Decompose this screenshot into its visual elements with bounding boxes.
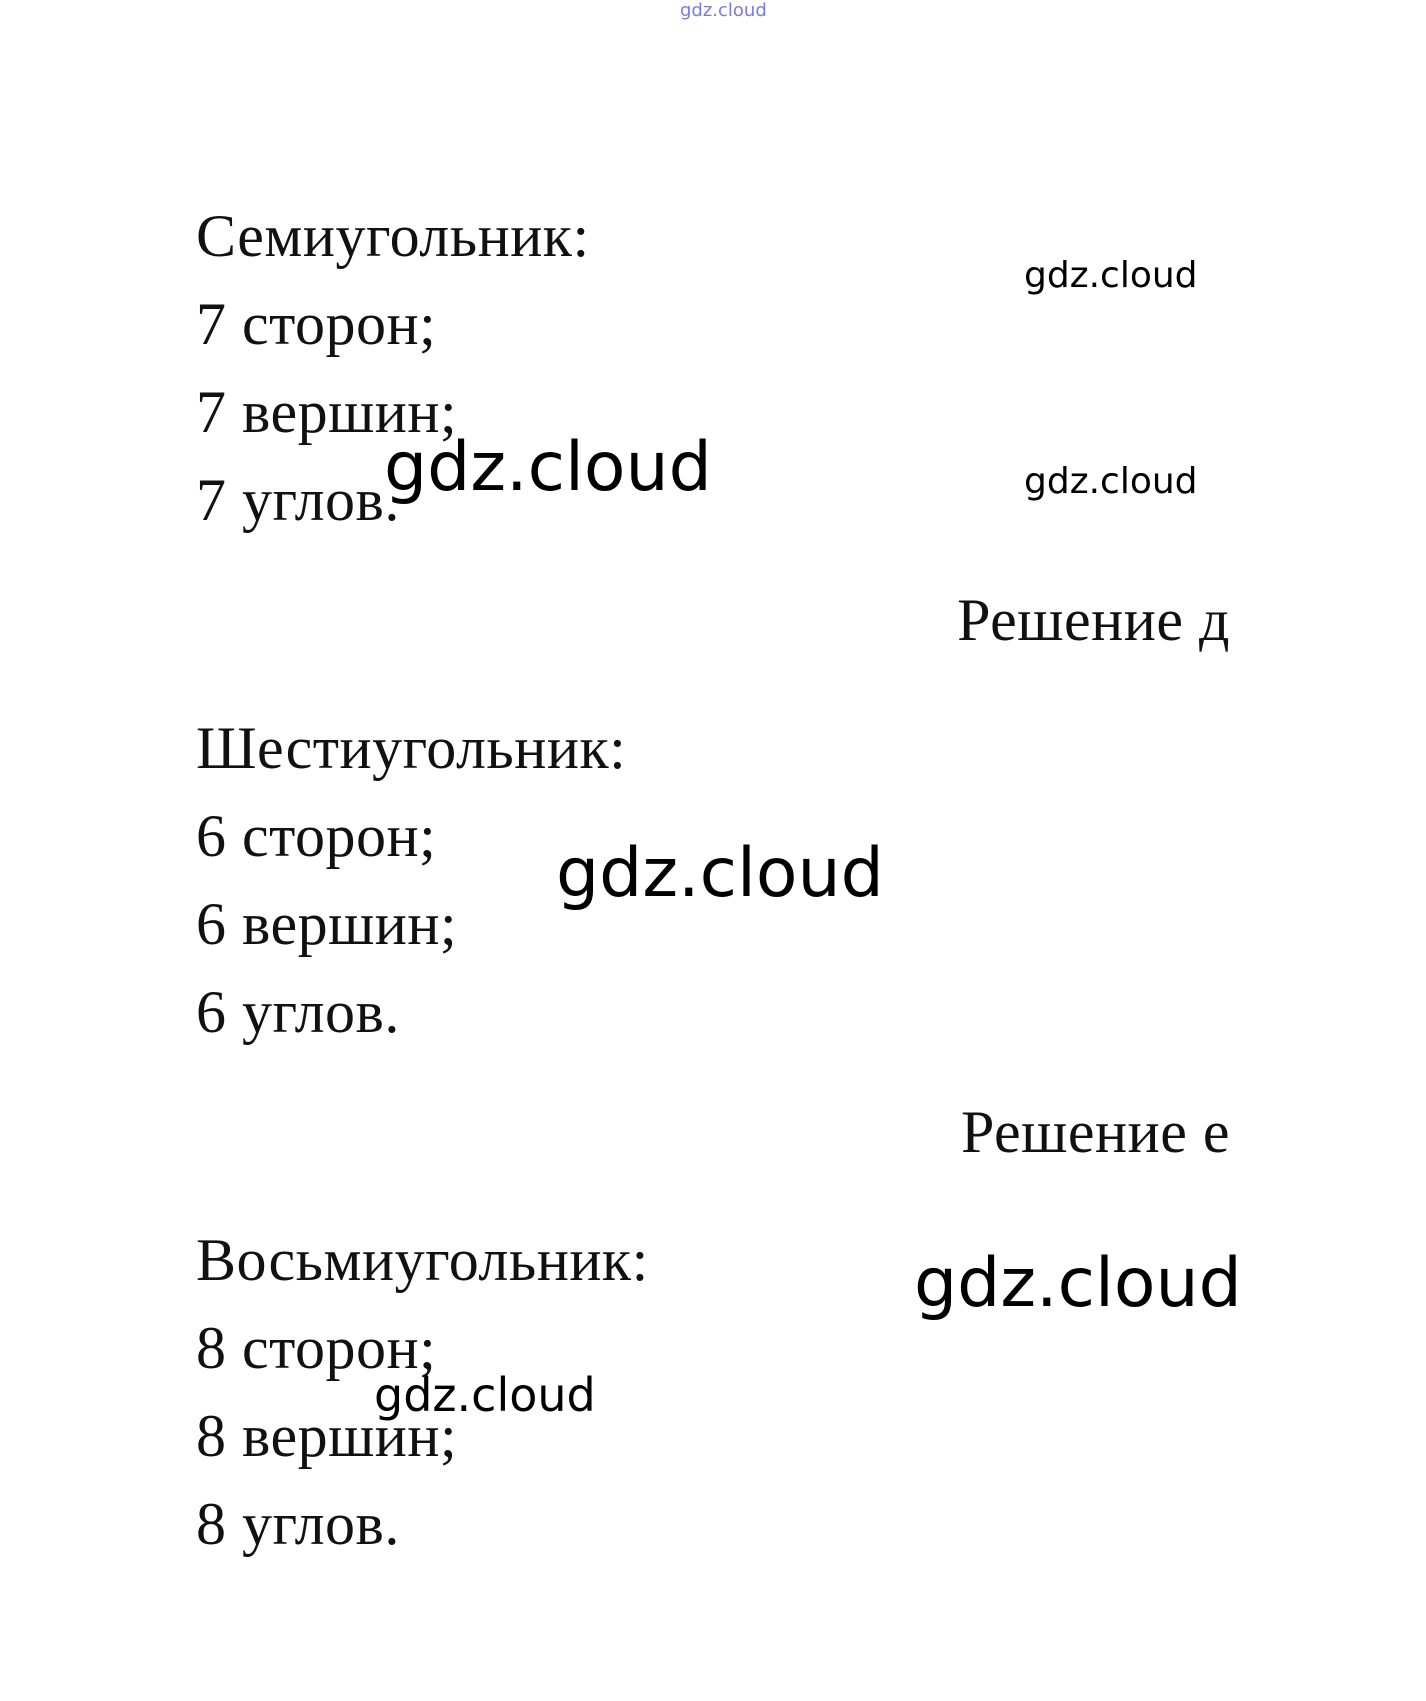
solution-heading-e: Решение е bbox=[960, 1099, 1230, 1165]
watermark-1: gdz.cloud bbox=[1024, 255, 1198, 296]
octagon-vertices: 8 вершин; bbox=[196, 1403, 458, 1469]
hexagon-sides: 6 сторон; bbox=[196, 803, 437, 869]
octagon-sides: 8 сторон; bbox=[196, 1315, 437, 1381]
watermark-4: gdz.cloud bbox=[556, 834, 884, 913]
heptagon-angles: 7 углов. bbox=[196, 467, 400, 533]
heptagon-vertices: 7 вершин; bbox=[196, 379, 458, 445]
heptagon-sides: 7 сторон; bbox=[196, 291, 437, 357]
watermark-top: gdz.cloud bbox=[680, 0, 767, 21]
hexagon-vertices: 6 вершин; bbox=[196, 891, 458, 957]
octagon-angles: 8 углов. bbox=[196, 1491, 400, 1557]
watermark-3: gdz.cloud bbox=[1024, 461, 1198, 502]
watermark-6: gdz.cloud bbox=[374, 1368, 596, 1422]
watermark-2: gdz.cloud bbox=[384, 428, 712, 507]
watermark-5: gdz.cloud bbox=[914, 1244, 1242, 1323]
hexagon-angles: 6 углов. bbox=[196, 979, 400, 1045]
section-title-hexagon: Шестиугольник: bbox=[196, 715, 627, 781]
section-title-heptagon: Семиугольник: bbox=[196, 203, 590, 269]
solution-heading-d: Решение д bbox=[957, 587, 1230, 653]
section-title-octagon: Восьмиугольник: bbox=[196, 1227, 649, 1293]
